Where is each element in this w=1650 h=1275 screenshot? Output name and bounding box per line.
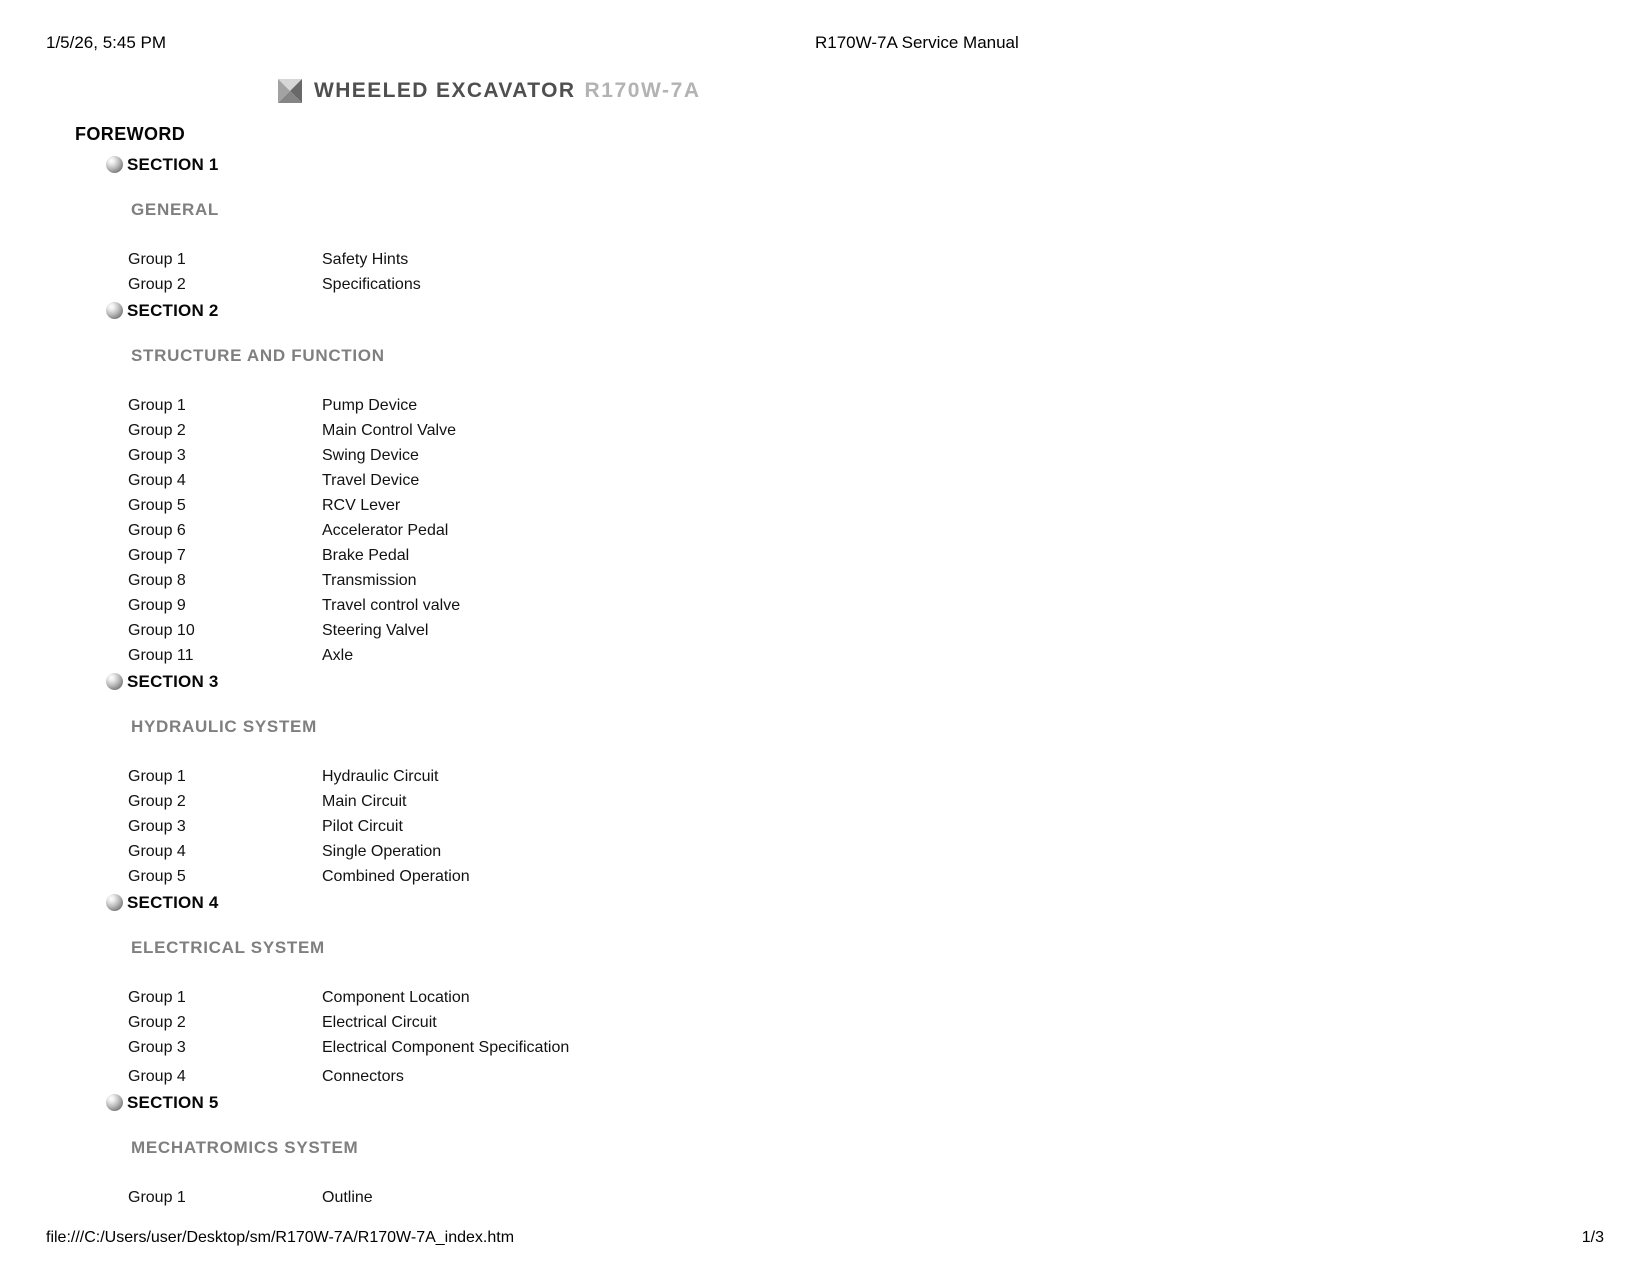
group-title: Hydraulic Circuit xyxy=(322,767,439,785)
section-bullet-icon xyxy=(106,894,123,911)
toc-section xyxy=(0,152,1650,297)
group-number: Group 7 xyxy=(128,546,186,564)
section-bullet-icon xyxy=(106,302,123,319)
section-label: SECTION 1 xyxy=(127,154,219,174)
page-number: 1/3 xyxy=(1581,1229,1604,1246)
group-link[interactable] xyxy=(128,493,1650,518)
group-number: Group 3 xyxy=(128,446,186,464)
group-number: Group 1 xyxy=(128,250,186,268)
print-datetime: 1/5/26, 5:45 PM xyxy=(46,33,167,52)
toc-section xyxy=(0,298,1650,668)
group-number: Group 6 xyxy=(128,521,186,539)
brand-name: WHEELED EXCAVATOR xyxy=(314,79,576,102)
group-link[interactable] xyxy=(128,618,1650,643)
group-number: Group 4 xyxy=(128,842,186,860)
group-title: Safety Hints xyxy=(322,250,409,268)
group-number: Group 10 xyxy=(128,621,195,639)
group-title: Main Circuit xyxy=(322,792,407,810)
group-link[interactable] xyxy=(128,985,1650,1010)
group-link[interactable] xyxy=(128,418,1650,443)
group-title: Accelerator Pedal xyxy=(322,521,449,539)
group-list xyxy=(0,393,1650,668)
group-title: Travel control valve xyxy=(322,596,461,614)
section-bullet-icon xyxy=(106,1094,123,1111)
group-title: Pilot Circuit xyxy=(322,817,403,835)
group-link[interactable] xyxy=(128,518,1650,543)
group-title: Outline xyxy=(322,1188,373,1206)
section-label: SECTION 2 xyxy=(127,300,219,320)
group-title: Specifications xyxy=(322,275,421,293)
group-title: Brake Pedal xyxy=(322,546,410,564)
group-link[interactable] xyxy=(128,247,1650,272)
group-title: Transmission xyxy=(322,571,417,589)
group-number: Group 2 xyxy=(128,1013,186,1031)
group-link[interactable] xyxy=(128,543,1650,568)
group-number: Group 1 xyxy=(128,396,186,414)
group-link[interactable] xyxy=(128,1035,1650,1060)
group-title: Axle xyxy=(322,646,354,664)
group-number: Group 4 xyxy=(128,1067,186,1085)
group-title: Electrical Circuit xyxy=(322,1013,437,1031)
group-link[interactable] xyxy=(128,1064,1650,1089)
group-number: Group 1 xyxy=(128,767,186,785)
group-number: Group 5 xyxy=(128,867,186,885)
pyramid-logo-icon xyxy=(278,79,302,103)
group-title: Connectors xyxy=(322,1067,404,1085)
group-link[interactable] xyxy=(128,764,1650,789)
section-link[interactable] xyxy=(106,669,1650,694)
group-title: Component Location xyxy=(322,988,470,1006)
section-link[interactable] xyxy=(106,890,1650,915)
group-number: Group 11 xyxy=(128,646,194,664)
section-heading: STRUCTURE AND FUNCTION xyxy=(131,345,385,365)
group-link[interactable] xyxy=(128,568,1650,593)
group-title: Swing Device xyxy=(322,446,419,464)
group-link[interactable] xyxy=(128,789,1650,814)
group-link[interactable] xyxy=(128,1010,1650,1035)
group-title: Pump Device xyxy=(322,396,418,414)
group-link[interactable] xyxy=(128,468,1650,493)
group-number: Group 9 xyxy=(128,596,186,614)
group-list xyxy=(0,764,1650,889)
section-link[interactable] xyxy=(106,152,1650,177)
print-doc-title: R170W-7A Service Manual xyxy=(815,33,1019,52)
group-link[interactable] xyxy=(128,393,1650,418)
toc-section xyxy=(0,1090,1650,1210)
group-title: RCV Lever xyxy=(322,496,401,514)
section-heading: ELECTRICAL SYSTEM xyxy=(131,937,325,957)
group-number: Group 3 xyxy=(128,817,186,835)
section-label: SECTION 5 xyxy=(127,1092,219,1112)
brand-model: R170W-7A xyxy=(584,79,701,102)
group-number: Group 8 xyxy=(128,571,186,589)
group-number: Group 3 xyxy=(128,1038,186,1056)
file-path: file:///C:/Users/user/Desktop/sm/R170W-7A/R170W-7A_index.htm xyxy=(46,1229,515,1246)
group-title: Travel Device xyxy=(322,471,420,489)
section-label: SECTION 4 xyxy=(127,892,219,912)
toc-section xyxy=(0,890,1650,1089)
group-title: Main Control Valve xyxy=(322,421,456,439)
section-heading: MECHATROMICS SYSTEM xyxy=(131,1137,359,1157)
section-heading: HYDRAULIC SYSTEM xyxy=(131,716,317,736)
group-link[interactable] xyxy=(128,814,1650,839)
print-footer xyxy=(46,1229,1604,1249)
group-title: Combined Operation xyxy=(322,867,470,885)
group-number: Group 2 xyxy=(128,792,186,810)
brand-logo xyxy=(278,78,701,104)
group-number: Group 1 xyxy=(128,1188,186,1206)
group-title: Single Operation xyxy=(322,842,442,860)
group-number: Group 4 xyxy=(128,471,186,489)
group-link[interactable] xyxy=(128,272,1650,297)
group-title: Electrical Component Specification xyxy=(322,1038,570,1056)
section-link[interactable] xyxy=(106,298,1650,323)
group-number: Group 2 xyxy=(128,275,186,293)
section-link[interactable] xyxy=(106,1090,1650,1115)
table-of-contents xyxy=(0,152,1650,1210)
group-title: Steering Valvel xyxy=(322,621,429,639)
group-link[interactable] xyxy=(128,593,1650,618)
group-list xyxy=(0,247,1650,297)
group-list xyxy=(0,985,1650,1089)
section-bullet-icon xyxy=(106,156,123,173)
group-link[interactable] xyxy=(128,643,1650,668)
toc-section xyxy=(0,669,1650,889)
print-header xyxy=(46,33,1604,53)
group-link[interactable] xyxy=(128,443,1650,468)
group-number: Group 5 xyxy=(128,496,186,514)
section-label: SECTION 3 xyxy=(127,671,219,691)
group-link[interactable] xyxy=(128,1185,1650,1210)
group-number: Group 1 xyxy=(128,988,186,1006)
section-heading: GENERAL xyxy=(131,199,220,219)
group-link[interactable] xyxy=(128,864,1650,889)
group-number: Group 2 xyxy=(128,421,186,439)
section-bullet-icon xyxy=(106,673,123,690)
group-link[interactable] xyxy=(128,839,1650,864)
group-list xyxy=(0,1185,1650,1210)
foreword-heading: FOREWORD xyxy=(75,124,186,144)
